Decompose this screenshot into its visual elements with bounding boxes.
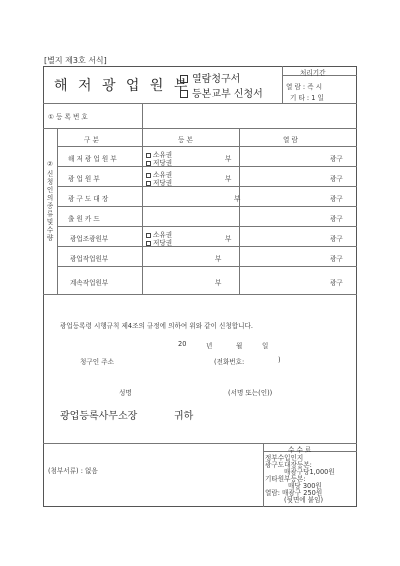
address-field[interactable] xyxy=(130,353,210,363)
copy-unit: 부 xyxy=(215,255,222,263)
registration-number-label: ① 등 록 번 호 xyxy=(48,113,88,121)
owned-option[interactable]: 소유권 xyxy=(146,149,172,159)
fee-line: (뒷면에 붙임) xyxy=(284,496,324,504)
copy-unit: 부 xyxy=(225,175,232,183)
row-label: 계속작업원부 xyxy=(70,279,109,287)
date-month-unit: 월 xyxy=(236,342,243,350)
view-unit: 광구 xyxy=(330,175,343,183)
view-unit: 광구 xyxy=(330,195,343,203)
phone-close: ) xyxy=(278,356,281,364)
date-year[interactable]: 20 xyxy=(178,340,187,348)
address-label: 청구인 주소 xyxy=(80,358,114,366)
checkbox-icon xyxy=(180,75,188,83)
checkbox-icon xyxy=(146,241,151,246)
view-unit: 광구 xyxy=(330,215,343,223)
addressee-suffix: 귀하 xyxy=(174,411,194,422)
fee-line: 매당 300원 xyxy=(288,482,322,490)
copy-unit: 부 xyxy=(215,279,222,287)
request-type-copy-option[interactable]: 등본교부 신청서 xyxy=(180,85,263,100)
copy-unit: 부 xyxy=(225,155,232,163)
row-label: 광 구 도 대 장 xyxy=(68,195,109,203)
fee-line: 매광구당1,000원 xyxy=(284,468,335,476)
copy-unit: 부 xyxy=(234,195,241,203)
fee-line: 정부수입인지 xyxy=(265,454,304,462)
column-header-view: 열 람 xyxy=(283,136,298,144)
fee-line: 열람: 매광구 250원 xyxy=(265,489,323,497)
view-unit: 광구 xyxy=(330,279,343,287)
column-header-copy: 등 본 xyxy=(178,136,193,144)
lien-option[interactable]: 저당권 xyxy=(146,237,172,247)
view-unit: 광구 xyxy=(330,255,343,263)
row-label: 광업조광원부 xyxy=(70,235,109,243)
registration-number-field[interactable] xyxy=(148,111,348,121)
owned-option[interactable]: 소유권 xyxy=(146,229,172,239)
date-year-unit: 년 xyxy=(206,342,213,350)
request-type-view-option[interactable]: 열람청구서 xyxy=(180,70,240,85)
lien-option[interactable]: 저당권 xyxy=(146,157,172,167)
owned-option[interactable]: 소유권 xyxy=(146,169,172,179)
attachments-label: (첨부서류) : 없음 xyxy=(48,467,98,475)
fee-header: 수 수 료 xyxy=(288,446,312,454)
row-label: 광업작업원부 xyxy=(70,255,109,263)
checkbox-icon xyxy=(180,90,188,98)
row-label: 해 저 광 업 원 부 xyxy=(68,155,117,163)
form-number: [별지 제3호 서식] xyxy=(44,56,107,65)
addressee: 광업등록사무소장 xyxy=(60,411,138,422)
fee-line: 광구도대장등본: xyxy=(265,461,312,469)
processing-period-other: 기 타 : 1 일 xyxy=(290,94,324,102)
fee-line: 기타원부등본: xyxy=(265,475,306,483)
copy-unit: 부 xyxy=(225,235,232,243)
processing-period-label: 처리기간 xyxy=(300,69,326,77)
view-unit: 광구 xyxy=(330,155,343,163)
phone-label: (전화번호: xyxy=(214,358,245,366)
lien-option[interactable]: 저당권 xyxy=(146,177,172,187)
application-statement: 광업등록령 시행규칙 제4조의 규정에 의하여 위와 같이 신청합니다. xyxy=(60,322,253,330)
row-label: 출 원 카 드 xyxy=(68,215,100,223)
name-label: 성명 xyxy=(119,389,132,397)
checkbox-icon xyxy=(146,161,151,166)
row-label: 광 업 원 부 xyxy=(68,175,100,183)
signature-label[interactable]: (서명 또는(인)) xyxy=(228,389,273,397)
form-title: 해 저 광 업 원 부 xyxy=(54,78,191,94)
view-unit: 광구 xyxy=(330,235,343,243)
date-day-unit: 일 xyxy=(262,342,269,350)
checkbox-icon xyxy=(146,181,151,186)
column-header-category: 구 분 xyxy=(84,136,99,144)
section-2-label: ② 신 청 인 의 종 류 및 수 량 xyxy=(46,160,54,242)
processing-period-view: 열 람 : 즉 시 xyxy=(286,83,323,91)
